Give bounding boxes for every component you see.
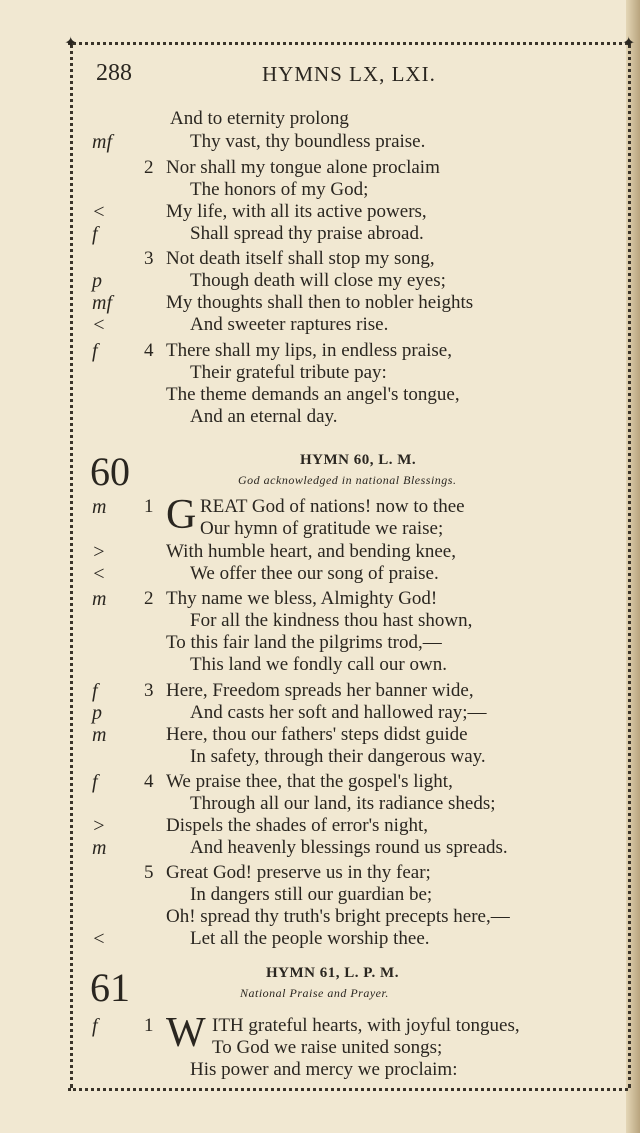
hymn-line: To God we raise united songs;	[212, 1037, 443, 1058]
verse-number: 3	[144, 680, 154, 701]
dynamic-marking: m	[92, 588, 107, 610]
page-number: 288	[96, 60, 132, 86]
hymn-line: There shall my lips, in endless praise,	[166, 340, 452, 361]
hymn-line: My life, with all its active powers,	[166, 201, 427, 222]
hymn-line: Oh! spread thy truth's bright precepts here,—	[166, 906, 510, 927]
hymn-line: The theme demands an angel's tongue,	[166, 384, 460, 405]
hymn-number-61: 61	[90, 965, 130, 1010]
dynamic-marking: <	[92, 314, 106, 336]
dynamic-marking: f	[92, 1015, 98, 1037]
verse-number: 4	[144, 340, 154, 361]
hymn-line: The honors of my God;	[190, 179, 369, 200]
hymn-line: And heavenly blessings round us spreads.	[190, 837, 508, 858]
dynamic-marking: p	[92, 702, 102, 724]
hymn-line: Thy name we bless, Almighty God!	[166, 588, 438, 609]
hymn-line: REAT God of nations! now to thee	[200, 496, 465, 517]
dynamic-marking: f	[92, 680, 98, 702]
hymn-line: And an eternal day.	[190, 406, 338, 427]
border-corner-ornament: ✦	[64, 35, 78, 52]
hymn-line: And to eternity prolong	[170, 108, 349, 129]
verse-number: 2	[144, 588, 154, 609]
hymn-line: This land we fondly call our own.	[190, 654, 447, 675]
hymn-line: Great God! preserve us in thy fear;	[166, 862, 431, 883]
hymn-line: Dispels the shades of error's night,	[166, 815, 428, 836]
hymn-61-subtitle: National Praise and Prayer.	[240, 986, 389, 1000]
hymn-line: Shall spread thy praise abroad.	[190, 223, 424, 244]
hymn-61-dropcap: W	[166, 1010, 206, 1056]
dynamic-marking: f	[92, 771, 98, 793]
hymn-line: With humble heart, and bending knee,	[166, 541, 456, 562]
page-border-right	[628, 44, 631, 1088]
border-corner-ornament: ✦	[622, 35, 636, 52]
hymn-line: ITH grateful hearts, with joyful tongues,	[212, 1015, 520, 1036]
dynamic-marking: m	[92, 837, 107, 859]
dynamic-marking: >	[92, 541, 106, 563]
verse-number: 1	[144, 496, 154, 517]
hymn-line: Our hymn of gratitude we raise;	[200, 518, 444, 539]
hymn-60-subtitle: God acknowledged in national Blessings.	[238, 473, 457, 487]
hymn-line: Nor shall my tongue alone proclaim	[166, 157, 440, 178]
dynamic-marking: <	[92, 201, 106, 223]
verse-number: 5	[144, 862, 154, 883]
page-border-top	[68, 42, 628, 45]
dynamic-marking: m	[92, 724, 107, 746]
hymn-line: For all the kindness thou hast shown,	[190, 610, 473, 631]
verse-number: 4	[144, 771, 154, 792]
dynamic-marking: mf	[92, 131, 112, 153]
dynamic-marking: <	[92, 928, 106, 950]
hymn-60-heading: HYMN 60, L. M.	[300, 452, 417, 468]
verse-number: 2	[144, 157, 154, 178]
verse-number: 3	[144, 248, 154, 269]
hymn-60-dropcap: G	[166, 492, 197, 538]
hymn-number-60: 60	[90, 449, 130, 494]
hymn-line: We praise thee, that the gospel's light,	[166, 771, 453, 792]
hymn-line: His power and mercy we proclaim:	[190, 1059, 458, 1080]
hymn-line: Thy vast, thy boundless praise.	[190, 131, 426, 152]
hymn-line: Let all the people worship thee.	[190, 928, 430, 949]
hymn-61-heading: HYMN 61, L. P. M.	[266, 965, 399, 981]
hymn-line: Not death itself shall stop my song,	[166, 248, 435, 269]
hymn-line: My thoughts shall then to nobler heights	[166, 292, 474, 313]
hymn-line: And casts her soft and hallowed ray;—	[190, 702, 487, 723]
hymn-line: In safety, through their dangerous way.	[190, 746, 486, 767]
dynamic-marking: mf	[92, 292, 112, 314]
hymn-line: We offer thee our song of praise.	[190, 563, 439, 584]
page-border-bottom	[68, 1088, 628, 1091]
dynamic-marking: m	[92, 496, 107, 518]
dynamic-marking: <	[92, 563, 106, 585]
page-border-left	[70, 44, 73, 1088]
verse-number: 1	[144, 1015, 154, 1036]
hymn-line: Here, thou our fathers' steps didst guide	[166, 724, 468, 745]
hymn-line: In dangers still our guardian be;	[190, 884, 433, 905]
dynamic-marking: f	[92, 223, 98, 245]
hymn-line: To this fair land the pilgrims trod,—	[166, 632, 442, 653]
hymn-line: Their grateful tribute pay:	[190, 362, 387, 383]
dynamic-marking: f	[92, 340, 98, 362]
dynamic-marking: >	[92, 815, 106, 837]
hymn-line: Here, Freedom spreads her banner wide,	[166, 680, 474, 701]
dynamic-marking: p	[92, 270, 102, 292]
running-title: HYMNS LX, LXI.	[262, 62, 436, 86]
hymn-line: Through all our land, its radiance sheds;	[190, 793, 496, 814]
hymn-line: And sweeter raptures rise.	[190, 314, 389, 335]
hymn-line: Though death will close my eyes;	[190, 270, 446, 291]
